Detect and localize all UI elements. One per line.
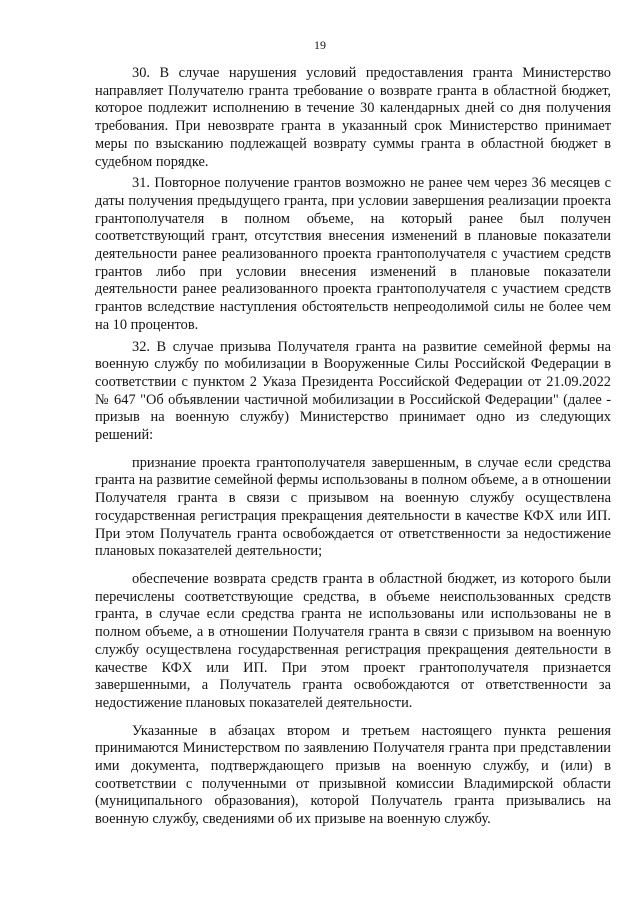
page-number: 19 <box>314 38 326 52</box>
paragraph-32-decision-conditions: Указанные в абзацах втором и третьем настоящего пункта решения принимаются Министерством по заявлению Получателя гранта при представлении ими документа, подтверждающего призыв на военную службу, и (или) в соответствии с полученными от призывной комиссии Владимирской области (муниципального образования), которой Получатель гранта призывались на военную службу, сведениями об их призыве на военную службу. <box>95 722 611 828</box>
paragraph-32: 32. В случае призыва Получателя гранта на развитие семейной фермы на военную службу по мобилизации в Вооруженные Силы Российской Федерации в соответствии с пунктом 2 Указа Президента Российской Федерации от 21.09.2022 № 647 "Об объявлении частичной мобилизации в Российской Федерации" (далее - призыв на военную службу) Министерство принимает одно из следующих решений: <box>95 338 611 444</box>
paragraph-32-decision-completion: признание проекта грантополучателя завершенным, в случае если средства гранта на развитие семейной фермы использованы в полном объеме, а в отношении Получателя гранта в связи с призывом на военную службу осуществлена государственная регистрация прекращения деятельности в качестве КФХ или ИП. При этом Получатель гранта освобождается от ответственности за недостижение плановых показателей деятельности; <box>95 454 611 560</box>
paragraph-31: 31. Повторное получение грантов возможно не ранее чем через 36 месяцев с даты получения предыдущего гранта, при условии завершения реализации проекта грантополучателя в полном объеме, на который ранее был получен соответствующий грант, отсутствия внесения изменений в плановые показатели деятельности ранее реализованного проекта грантополучателя с участием средств грантов либо при условии внесения изменений в плановые показатели деятельности ранее реализованного проекта грантополучателя с участием средств грантов вследствие наступления обстоятельств непреодолимой силы не более чем на 10 процентов. <box>95 175 611 333</box>
paragraph-32-decision-refund: обеспечение возврата средств гранта в областной бюджет, из которого были перечислены соответствующие средства, в объеме неиспользованных средств гранта, в случае если средства гранта не использованы или использованы не в полном объеме, а в отношении Получателя гранта в связи с призывом на военную службу осуществлена государственная регистрация прекращения деятельности в качестве КФХ или ИП. При этом проект грантополучателя признается завершенными, а Получатель гранта освобождаются от ответственности за недостижение плановых показателей деятельности. <box>95 570 611 711</box>
document-body <box>95 65 611 835</box>
paragraph-30: 30. В случае нарушения условий предоставления гранта Министерство направляет Получателю гранта требование о возврате гранта в областной бюджет, которое подлежит исполнению в течение 30 календарных дней со дня получения требования. При невозврате гранта в указанный срок Министерство принимает меры по взысканию подлежащей возврату суммы гранта в областной бюджет в судебном порядке. <box>95 65 611 170</box>
